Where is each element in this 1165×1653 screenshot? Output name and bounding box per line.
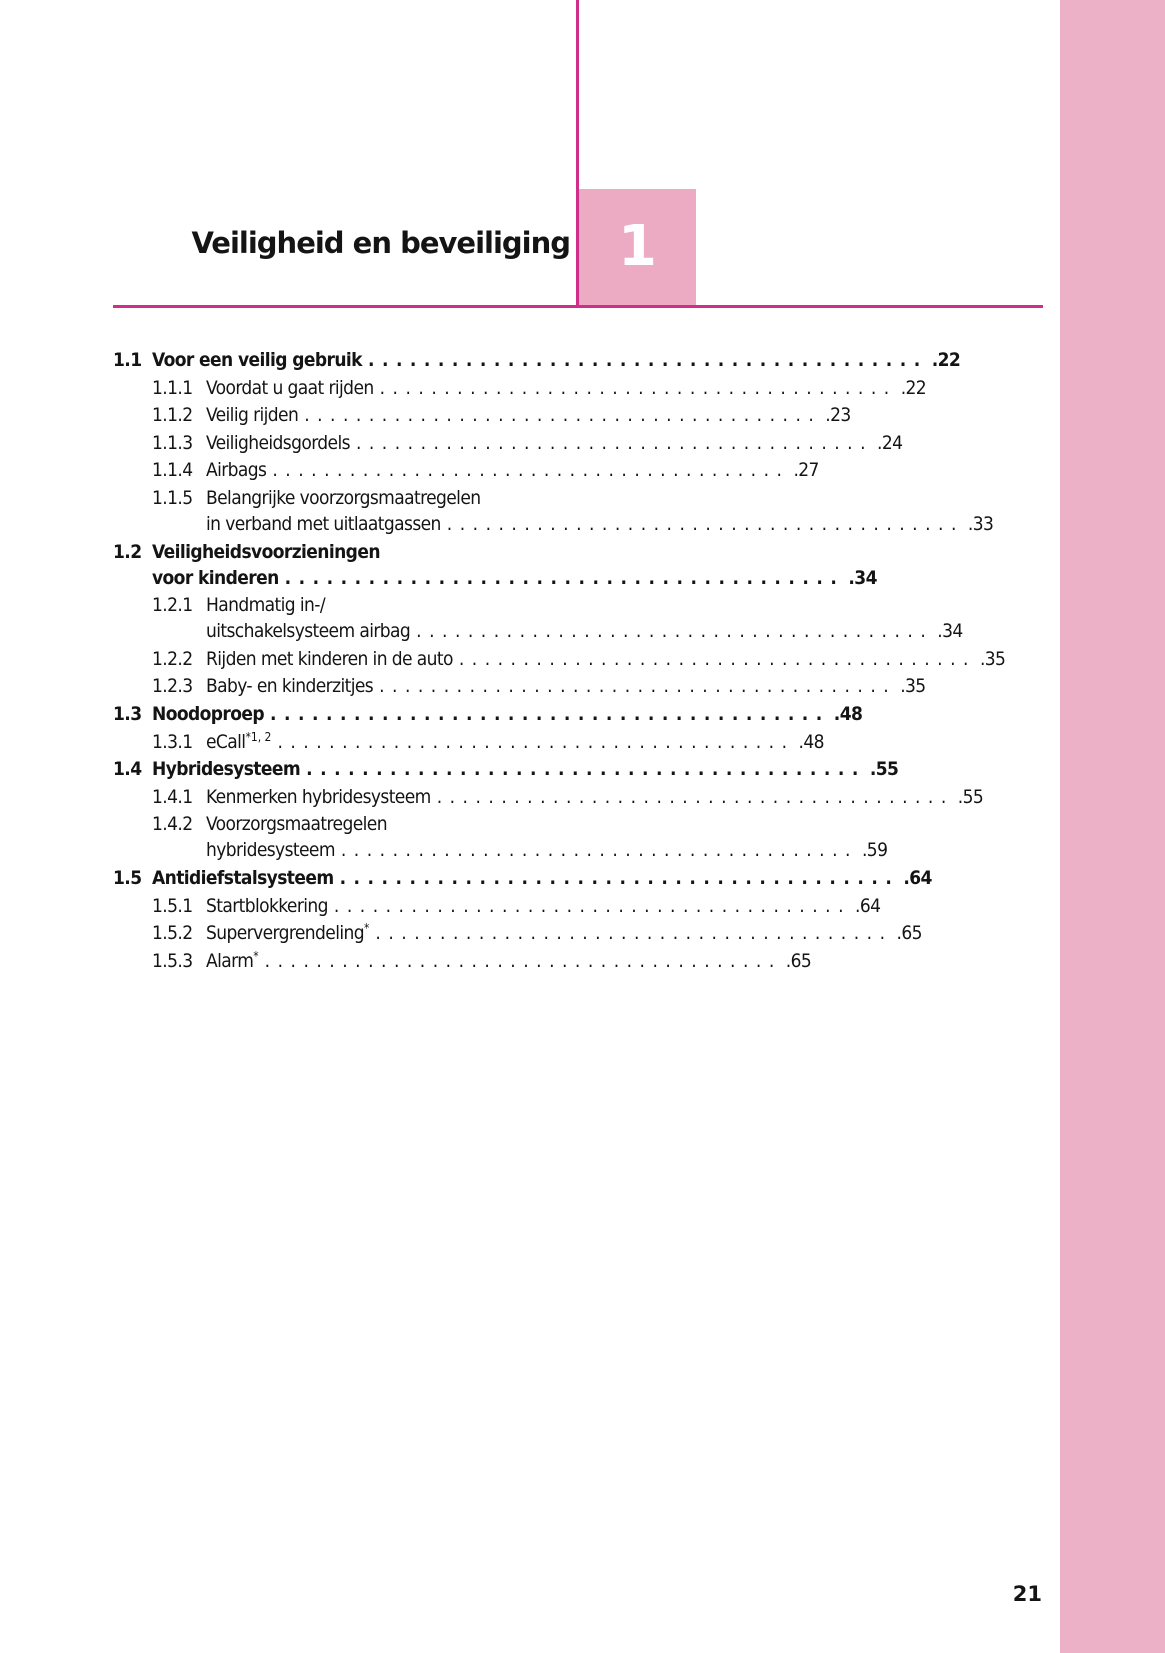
- toc-leader-dots: ........................................: [446, 512, 964, 535]
- toc-entry-title: voor kinderen: [152, 566, 279, 589]
- toc-page-number: .59: [861, 839, 888, 862]
- toc-leader-dots: ........................................: [277, 730, 795, 753]
- toc-subsection[interactable]: [113, 729, 824, 755]
- toc-entry-number: 1.2.2: [152, 647, 193, 670]
- toc-page-number: .64: [903, 866, 932, 889]
- toc-leader-dots: ........................................: [272, 459, 790, 482]
- table-of-contents: [113, 347, 1006, 975]
- toc-entry-title: Voor een veilig gebruik: [152, 349, 362, 371]
- toc-entry-number: 1.5: [113, 866, 142, 889]
- toc-leader-dots: ........................................: [333, 894, 852, 917]
- toc-subsection[interactable]: [113, 784, 984, 810]
- toc-entry-title: Rijden met kinderen in de auto: [206, 647, 453, 670]
- toc-subsection[interactable]: [113, 402, 851, 428]
- chapter-side-tab: [1060, 0, 1165, 1653]
- toc-entry-number: 1.1.1: [152, 376, 193, 399]
- toc-leader-dots: ........................................: [340, 839, 858, 862]
- toc-section[interactable]: [113, 756, 899, 782]
- toc-entry-number: 1.5.2: [152, 922, 193, 945]
- toc-page-number: .55: [869, 758, 899, 781]
- toc-leader-dots: ........................................: [379, 376, 897, 399]
- toc-entry-number: 1.2: [113, 540, 142, 563]
- toc-entry-title-line: Veiligheidsvoorzieningen: [152, 540, 380, 563]
- chapter-number: 1: [618, 214, 657, 279]
- toc-page-number: .23: [825, 404, 851, 427]
- toc-entry-title: Noodoproep: [152, 702, 265, 725]
- toc-entry-number: 1.1: [113, 349, 142, 371]
- toc-entry-footnote-mark: *: [364, 921, 370, 936]
- toc-entry-title: Antidiefstalsysteem: [152, 866, 334, 889]
- toc-entry-title: Veilig rijden: [206, 404, 299, 427]
- toc-page-number: .24: [877, 431, 903, 454]
- toc-entry-number: 1.1.4: [152, 459, 193, 482]
- horizontal-rule: [113, 305, 1043, 308]
- toc-entry-title: eCall: [206, 730, 246, 753]
- toc-entry-number: 1.3: [113, 702, 142, 725]
- toc-section[interactable]: [113, 539, 877, 591]
- toc-subsection[interactable]: [113, 920, 922, 946]
- toc-subsection[interactable]: [113, 485, 994, 537]
- toc-entry-title: Alarm: [206, 949, 254, 972]
- toc-page-number: .55: [957, 785, 984, 808]
- toc-leader-dots: ........................................: [458, 647, 976, 670]
- toc-entry-title: Startblokkering: [206, 894, 328, 917]
- toc-entry-number: 1.5.1: [152, 894, 193, 917]
- toc-entry-footnote-mark: *1, 2: [245, 729, 272, 744]
- toc-leader-dots: ........................................: [264, 949, 782, 972]
- toc-subsection[interactable]: [113, 592, 963, 644]
- toc-leader-dots: ........................................: [367, 349, 928, 371]
- toc-subsection[interactable]: [113, 673, 926, 699]
- toc-page-number: .48: [833, 702, 863, 725]
- toc-page-number: .22: [900, 376, 927, 399]
- toc-section[interactable]: [113, 865, 932, 891]
- toc-subsection[interactable]: [113, 948, 812, 974]
- toc-page-number: .34: [848, 566, 877, 589]
- toc-entry-title: uitschakelsysteem airbag: [206, 620, 411, 643]
- toc-subsection[interactable]: [113, 430, 903, 456]
- toc-page-number: .48: [798, 730, 824, 753]
- toc-entry-title-line: Belangrijke voorzorgsmaatregelen: [206, 486, 481, 509]
- toc-subsection[interactable]: [113, 457, 819, 483]
- toc-entry-title: Hybridesysteem: [152, 758, 301, 781]
- toc-leader-dots: ........................................: [270, 702, 830, 725]
- toc-subsection[interactable]: [113, 811, 888, 863]
- toc-entry-title: Veiligheidsgordels: [206, 431, 350, 454]
- toc-entry-title: Supervergrendeling: [206, 922, 364, 945]
- toc-leader-dots: ........................................: [339, 866, 900, 889]
- toc-leader-dots: ........................................: [375, 922, 893, 945]
- toc-entry-title: Kenmerken hybridesysteem: [206, 785, 431, 808]
- toc-page-number: .65: [785, 949, 812, 972]
- toc-entry-number: 1.4: [113, 758, 142, 781]
- toc-entry-title: in verband met uitlaatgassen: [206, 512, 441, 535]
- toc-page-number: .35: [979, 647, 1006, 670]
- toc-leader-dots: ........................................: [416, 620, 934, 643]
- toc-page-number: .27: [793, 459, 819, 482]
- toc-leader-dots: ........................................: [284, 566, 845, 589]
- chapter-title: Veiligheid en beveiliging: [191, 226, 570, 260]
- toc-leader-dots: ........................................: [436, 785, 954, 808]
- toc-leader-dots: ........................................: [355, 431, 874, 454]
- toc-section[interactable]: [113, 347, 961, 373]
- toc-entry-title-line: Voorzorgsmaatregelen: [206, 813, 387, 836]
- toc-entry-title-line: Handmatig in-/: [206, 594, 325, 617]
- toc-entry-number: 1.5.3: [152, 949, 193, 972]
- toc-entry-title: Voordat u gaat rijden: [206, 376, 374, 399]
- toc-entry-title: Airbags: [206, 459, 267, 482]
- chapter-number-box: [579, 189, 696, 305]
- toc-entry-number: 1.2.3: [152, 675, 193, 698]
- toc-subsection[interactable]: [113, 893, 881, 919]
- toc-leader-dots: ........................................: [304, 404, 822, 427]
- toc-entry-number: 1.2.1: [152, 594, 193, 617]
- toc-entry-number: 1.1.3: [152, 431, 193, 454]
- toc-page-number: .34: [937, 620, 963, 643]
- toc-page-number: .33: [967, 512, 994, 535]
- toc-entry-number: 1.4.2: [152, 813, 193, 836]
- toc-leader-dots: ........................................: [379, 675, 897, 698]
- toc-entry-title: hybridesysteem: [206, 839, 335, 862]
- toc-leader-dots: ........................................: [306, 758, 866, 781]
- toc-subsection[interactable]: [113, 646, 1006, 672]
- toc-entry-footnote-mark: *: [253, 948, 259, 963]
- toc-entry-number: 1.1.5: [152, 486, 193, 509]
- toc-entry-number: 1.3.1: [152, 730, 193, 753]
- toc-subsection[interactable]: [113, 375, 927, 401]
- toc-entry-title: Baby- en kinderzitjes: [206, 675, 374, 698]
- toc-entry-number: 1.4.1: [152, 785, 193, 808]
- toc-page-number: .65: [896, 922, 922, 945]
- toc-page-number: .35: [900, 675, 926, 698]
- toc-section[interactable]: [113, 701, 863, 727]
- toc-page-number: .22: [931, 349, 961, 371]
- toc-entry-number: 1.1.2: [152, 404, 193, 427]
- toc-page-number: .64: [855, 894, 881, 917]
- page-number: 21: [1012, 1582, 1042, 1606]
